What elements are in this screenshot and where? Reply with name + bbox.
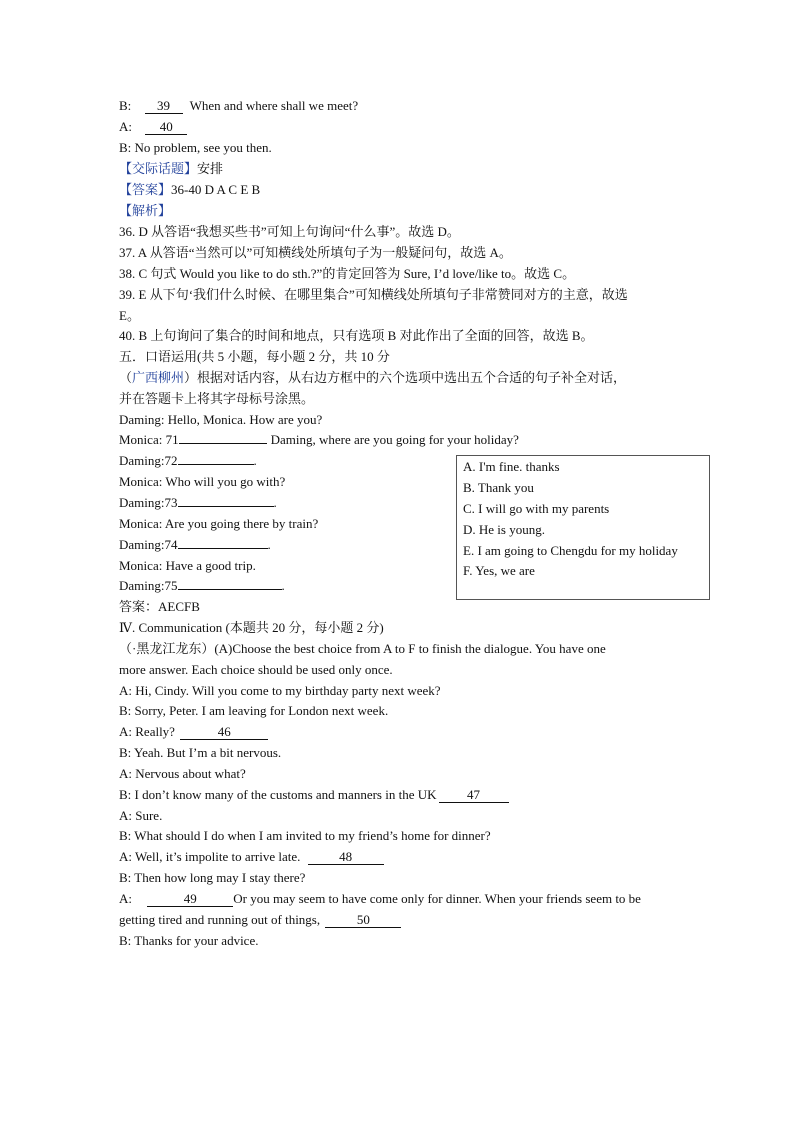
option-f: F. Yes, we are [463,563,535,578]
dialogue-line: B: Yeah. But I’m a bit nervous. [119,745,282,760]
dialogue-line-39: B: 39 When and where shall we meet? [119,98,359,113]
dialogue-line: B: I don’t know many of the customs and manners in the UK 47 [119,786,509,804]
dialogue-line: Daming:74 . [119,537,271,552]
option-c: C. I will go with my parents [463,501,610,516]
options-box [456,455,710,600]
dialogue-line: B: Then how long may I stay there? [119,870,306,885]
explanation-37: 37. A 从答语“当然可以”可知横线处所填句子为一般疑问句，故选 A。 [119,245,512,260]
section5-heading: 五．口语运用(共 5 小题，每小题 2 分，共 10 分 [119,349,390,364]
dialogue-line: Daming: Hello, Monica. How are you? [119,412,323,427]
option-a: A. I'm fine. thanks [463,459,560,474]
section4-heading: Ⅳ. Communication (本题共 20 分，每小题 2 分) [119,620,384,635]
dialogue-line: A: Nervous about what? [119,766,246,781]
explanation-36: 36. D 从答语“我想买些书”可知上句询问“什么事”。故选 D。 [119,224,460,239]
option-d: D. He is young. [463,522,545,537]
dialogue-line: B: Thanks for your advice. [119,933,259,948]
dialogue-line: A: Sure. [119,808,163,823]
explanation-38: 38. C 句式 Would you like to do sth.?”的肯定回答为 Sure, I’d love/like to。故选 C。 [119,266,576,281]
dialogue-line: Daming:75 . [119,578,285,593]
source-tag: （·黑龙江龙东） [119,641,215,656]
explanation-40: 40. B 上句询问了集合的时间和地点，只有选项 B 对此作出了全面的回答，故选 B。 [119,328,594,343]
answer-blank-49: 49 [147,891,233,907]
dialogue-line: A: Well, it’s impolite to arrive late. 48 [119,848,384,866]
dialogue-line: getting tired and running out of things, 50 [119,911,401,929]
option-b: B. Thank you [463,480,534,495]
dialogue-line-40: A: 40 [119,118,187,136]
option-e: E. I am going to Chengdu for my holiday [463,543,678,558]
answer-blank-75 [178,589,282,590]
dialogue-line: Daming:72 . [119,453,257,468]
dialogue-line: Monica: Have a good trip. [119,558,256,573]
dialogue-line: B: What should I do when I am invited to my friend’s home for dinner? [119,828,491,843]
section5-instruction-cont: 并在答题卡上将其字母标号涂黑。 [119,391,315,406]
answer-blank-73 [178,506,274,507]
topic-line: 【交际话题】安排 [119,161,224,176]
dialogue-line: Daming:73 . [119,495,277,510]
dialogue-line: Monica: 71 Daming, where are you going for your holiday? [119,432,519,447]
dialogue-line: Monica: Who will you go with? [119,474,286,489]
answer-blank-71 [179,443,267,444]
section5-answer: 答案：AECFB [119,599,200,614]
explanation-39: 39. E 从下句‘我们什么时候、在哪里集合”可知横线处所填句子非常赞同对方的主意，故选 [119,287,628,302]
answer-blank-50: 50 [325,912,401,928]
answer-blank-39: 39 [145,98,183,114]
analysis-heading: 【解析】 [119,203,172,218]
answer-line: 【答案】36-40 D A C E B [119,182,261,197]
dialogue-line-b-close: B: No problem, see you then. [119,140,272,155]
dialogue-line: A: Hi, Cindy. Will you come to my birthday party next week? [119,683,441,698]
dialogue-line: A: Really? 46 [119,723,268,741]
answer-blank-72 [178,464,254,465]
dialogue-line: B: Sorry, Peter. I am leaving for London next week. [119,703,389,718]
answer-blank-46: 46 [180,724,268,740]
answer-blank-40: 40 [145,119,187,135]
explanation-39-cont: E。 [119,308,140,323]
section5-instruction: （广西柳州）根据对话内容，从右边方框中的六个选项中选出五个合适的句子补全对话， [119,370,627,385]
answer-blank-74 [178,548,268,549]
section4-instruction-cont: more answer. Each choice should be used only once. [119,662,393,677]
dialogue-line: A: 49 Or you may seem to have come only for dinner. When your friends seem to be [119,891,641,906]
answer-blank-48: 48 [308,849,384,865]
answer-blank-47: 47 [439,787,509,803]
section4-instruction: （·黑龙江龙东）(A)Choose the best choice from A to F to finish the dialogue. You have one [119,641,606,656]
dialogue-line: Monica: Are you going there by train? [119,516,319,531]
source-tag: 广西柳州 [132,370,185,385]
